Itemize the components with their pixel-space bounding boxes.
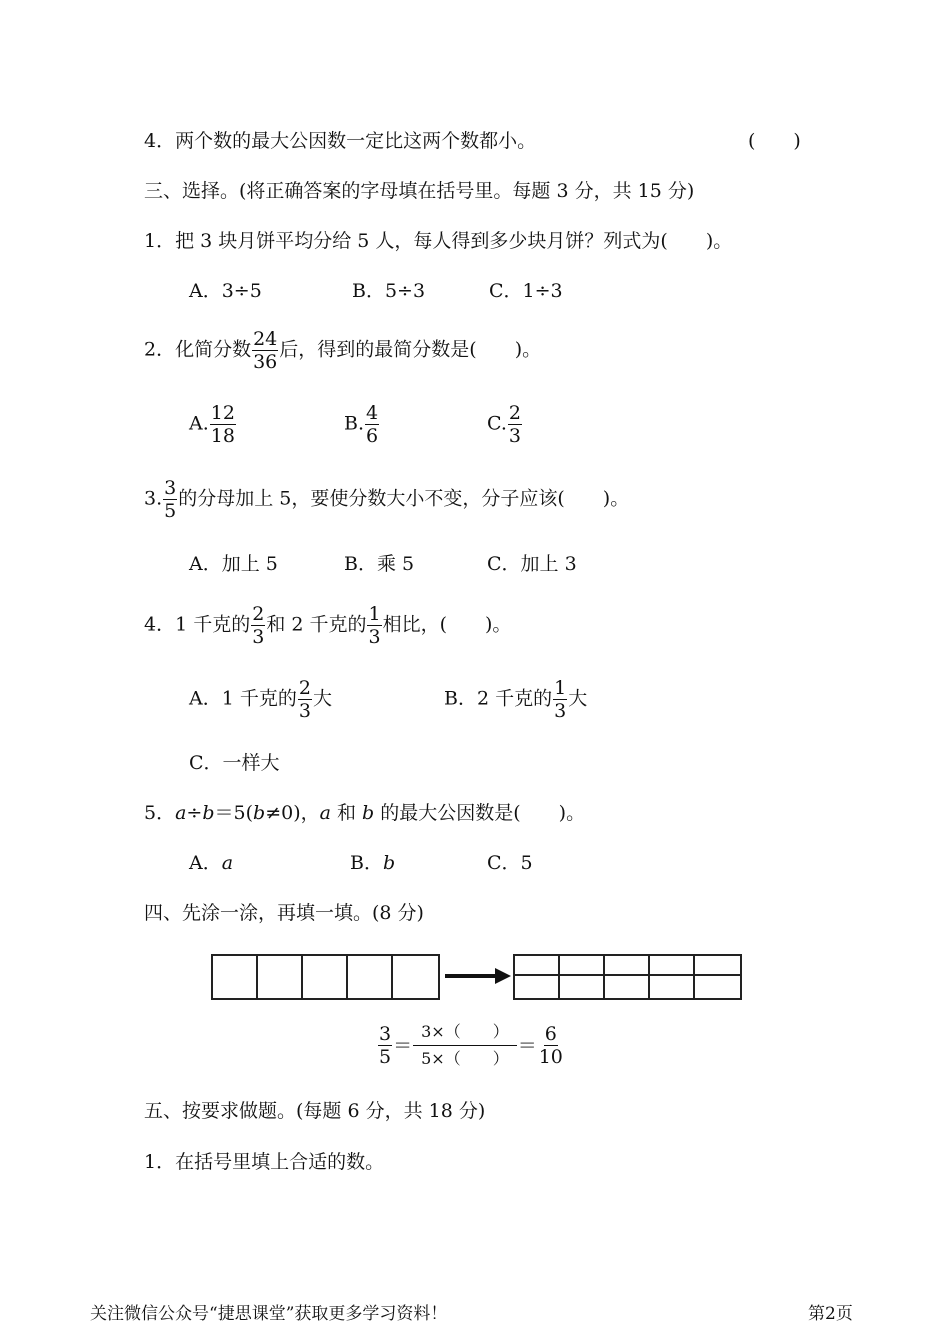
grid-cell[interactable]	[348, 956, 393, 998]
q4-option-a-suffix: 大	[312, 687, 332, 710]
q2-option-a-num: 12	[210, 402, 235, 424]
q4-option-a-den: 3	[298, 700, 311, 722]
q2-prefix: 2．化简分数	[144, 338, 252, 361]
q3-suffix: 的分母加上 5，要使分数大小不变，分子应该( )。	[178, 487, 630, 510]
question-1: 1．把 3 块月饼平均分给 5 人，每人得到多少块月饼？列式为( )。	[144, 230, 733, 252]
q5-var-a: a	[175, 802, 187, 824]
q4-option-b-num: 1	[554, 677, 567, 699]
q4-middle: 和 2 千克的	[266, 613, 367, 636]
q2-option-b-num: 4	[366, 402, 379, 424]
grid-cell[interactable]	[605, 956, 650, 998]
q2-option-c-num: 2	[508, 402, 521, 424]
q4-fraction-1	[251, 603, 265, 648]
q5-option-a-label: A．	[189, 852, 222, 874]
q4-option-a-num: 2	[298, 677, 311, 699]
q5-option-a-value: a	[221, 852, 234, 874]
q4-fraction-2-den: 3	[368, 626, 381, 648]
equation-n2[interactable]: 3×（ ）	[413, 1021, 517, 1046]
q5-var-a2: a	[319, 802, 331, 824]
q4-fraction-1-num: 2	[252, 603, 265, 625]
q2-suffix: 后，得到的最简分数是( )。	[279, 338, 542, 361]
q4-option-c[interactable]: C．一样大	[189, 752, 280, 774]
q2-fraction	[252, 328, 278, 373]
grid-cell[interactable]	[515, 956, 560, 998]
q4-fraction-1-den: 3	[252, 626, 265, 648]
equation-d2[interactable]: 5×（ ）	[421, 1049, 509, 1068]
q2-option-c-fraction	[508, 402, 522, 447]
judge-question-4	[144, 127, 536, 155]
q4-fraction-2	[367, 603, 381, 648]
grid-cell[interactable]	[213, 956, 258, 998]
q4-option-b-suffix: 大	[568, 687, 588, 710]
q5-option-c[interactable]: C．5	[487, 852, 533, 874]
q3-fraction	[163, 477, 177, 522]
equation-d3: 10	[538, 1046, 563, 1068]
equation-fraction-3	[538, 1023, 564, 1068]
q2-option-c[interactable]	[487, 402, 523, 447]
right-grid-10-parts[interactable]	[513, 954, 742, 1000]
q5-option-b-label: B．	[350, 852, 383, 874]
question-4	[144, 603, 511, 648]
q3-option-c[interactable]: C．加上 3	[487, 553, 577, 575]
equation-n3: 6	[544, 1023, 557, 1045]
q2-option-a-den: 18	[210, 425, 235, 447]
q4-prefix: 4．1 千克的	[144, 613, 251, 636]
q5-and: 和	[330, 802, 363, 824]
q4-option-a[interactable]	[189, 677, 332, 722]
q3-prefix: 3.	[144, 487, 163, 510]
q5-option-b-value: b	[382, 852, 396, 874]
equation-fraction-2[interactable]	[413, 1021, 517, 1070]
equation-fraction-1	[378, 1023, 392, 1068]
q2-option-c-label: C.	[487, 412, 507, 435]
footer-promo: 关注微信公众号“捷思课堂”获取更多学习资料！	[90, 1304, 448, 1324]
q5-div-sign: ÷	[186, 802, 203, 824]
grid-cell[interactable]	[303, 956, 348, 998]
q4-suffix: 相比，( )。	[382, 613, 512, 636]
q2-numerator: 24	[253, 328, 278, 350]
page-number: 第2页	[808, 1304, 853, 1324]
q2-option-b-label: B.	[344, 412, 365, 435]
q5-equals: ＝5(	[214, 802, 254, 824]
judge-question-4-text: 4．两个数的最大公因数一定比这两个数都小。	[144, 130, 537, 152]
equation-n1: 3	[379, 1023, 392, 1045]
section-3-title: 三、选择。(将正确答案的字母填在括号里。每题 3 分，共 15 分)	[144, 180, 695, 202]
grid-cell[interactable]	[650, 956, 695, 998]
q2-option-b[interactable]	[344, 402, 380, 447]
q5-neq: ≠0)，	[265, 802, 320, 824]
question-2	[144, 328, 541, 373]
q2-option-a[interactable]	[189, 402, 237, 447]
q5-suffix: 的最大公因数是( )。	[374, 802, 586, 824]
section-5-title: 五、按要求做题。(每题 6 分，共 18 分)	[144, 1100, 486, 1122]
q2-option-b-fraction	[365, 402, 379, 447]
q2-option-b-den: 6	[366, 425, 379, 447]
fraction-equation	[377, 1021, 565, 1070]
arrow-right-icon	[443, 965, 513, 987]
left-grid-5-parts[interactable]	[211, 954, 440, 1000]
equation-equals-2: ＝	[517, 1034, 537, 1057]
q5-number: 5．	[144, 802, 176, 824]
q4-option-b-prefix: B．2 千克的	[444, 687, 553, 710]
q4-option-a-prefix: A．1 千克的	[189, 687, 297, 710]
q3-option-a[interactable]: A．加上 5	[189, 553, 278, 575]
q2-option-a-label: A.	[189, 412, 209, 435]
q3-option-b[interactable]: B．乘 5	[344, 553, 415, 575]
grid-cell[interactable]	[560, 956, 605, 998]
question-5-1: 1．在括号里填上合适的数。	[144, 1151, 385, 1173]
equation-d1: 5	[379, 1046, 392, 1068]
grid-cell[interactable]	[258, 956, 303, 998]
question-5	[144, 799, 585, 827]
q2-denominator: 36	[253, 351, 278, 373]
q3-denominator: 5	[164, 500, 177, 522]
q1-option-b[interactable]: B．5÷3	[352, 280, 426, 302]
q5-option-b[interactable]	[350, 849, 395, 877]
q2-option-a-fraction	[210, 402, 236, 447]
equation-equals-1: ＝	[393, 1034, 413, 1057]
q1-option-a[interactable]: A．3÷5	[189, 280, 262, 302]
section-4-title: 四、先涂一涂，再填一填。(8 分)	[144, 902, 424, 924]
q4-option-b-fraction	[553, 677, 567, 722]
q5-var-b: b	[202, 802, 215, 824]
q5-option-a[interactable]	[189, 849, 233, 877]
q5-var-b2: b	[253, 802, 266, 824]
grid-cell[interactable]	[393, 956, 438, 998]
grid-cell[interactable]	[695, 956, 740, 998]
q4-option-b[interactable]	[444, 677, 587, 722]
q2-option-c-den: 3	[508, 425, 521, 447]
q4-option-b-den: 3	[554, 700, 567, 722]
judge-answer-blank[interactable]: ( )	[748, 130, 801, 152]
q5-var-b3: b	[362, 802, 375, 824]
q3-numerator: 3	[164, 477, 177, 499]
q1-option-c[interactable]: C．1÷3	[489, 280, 563, 302]
question-3	[144, 477, 629, 522]
q4-option-a-fraction	[298, 677, 312, 722]
q4-fraction-2-num: 1	[368, 603, 381, 625]
